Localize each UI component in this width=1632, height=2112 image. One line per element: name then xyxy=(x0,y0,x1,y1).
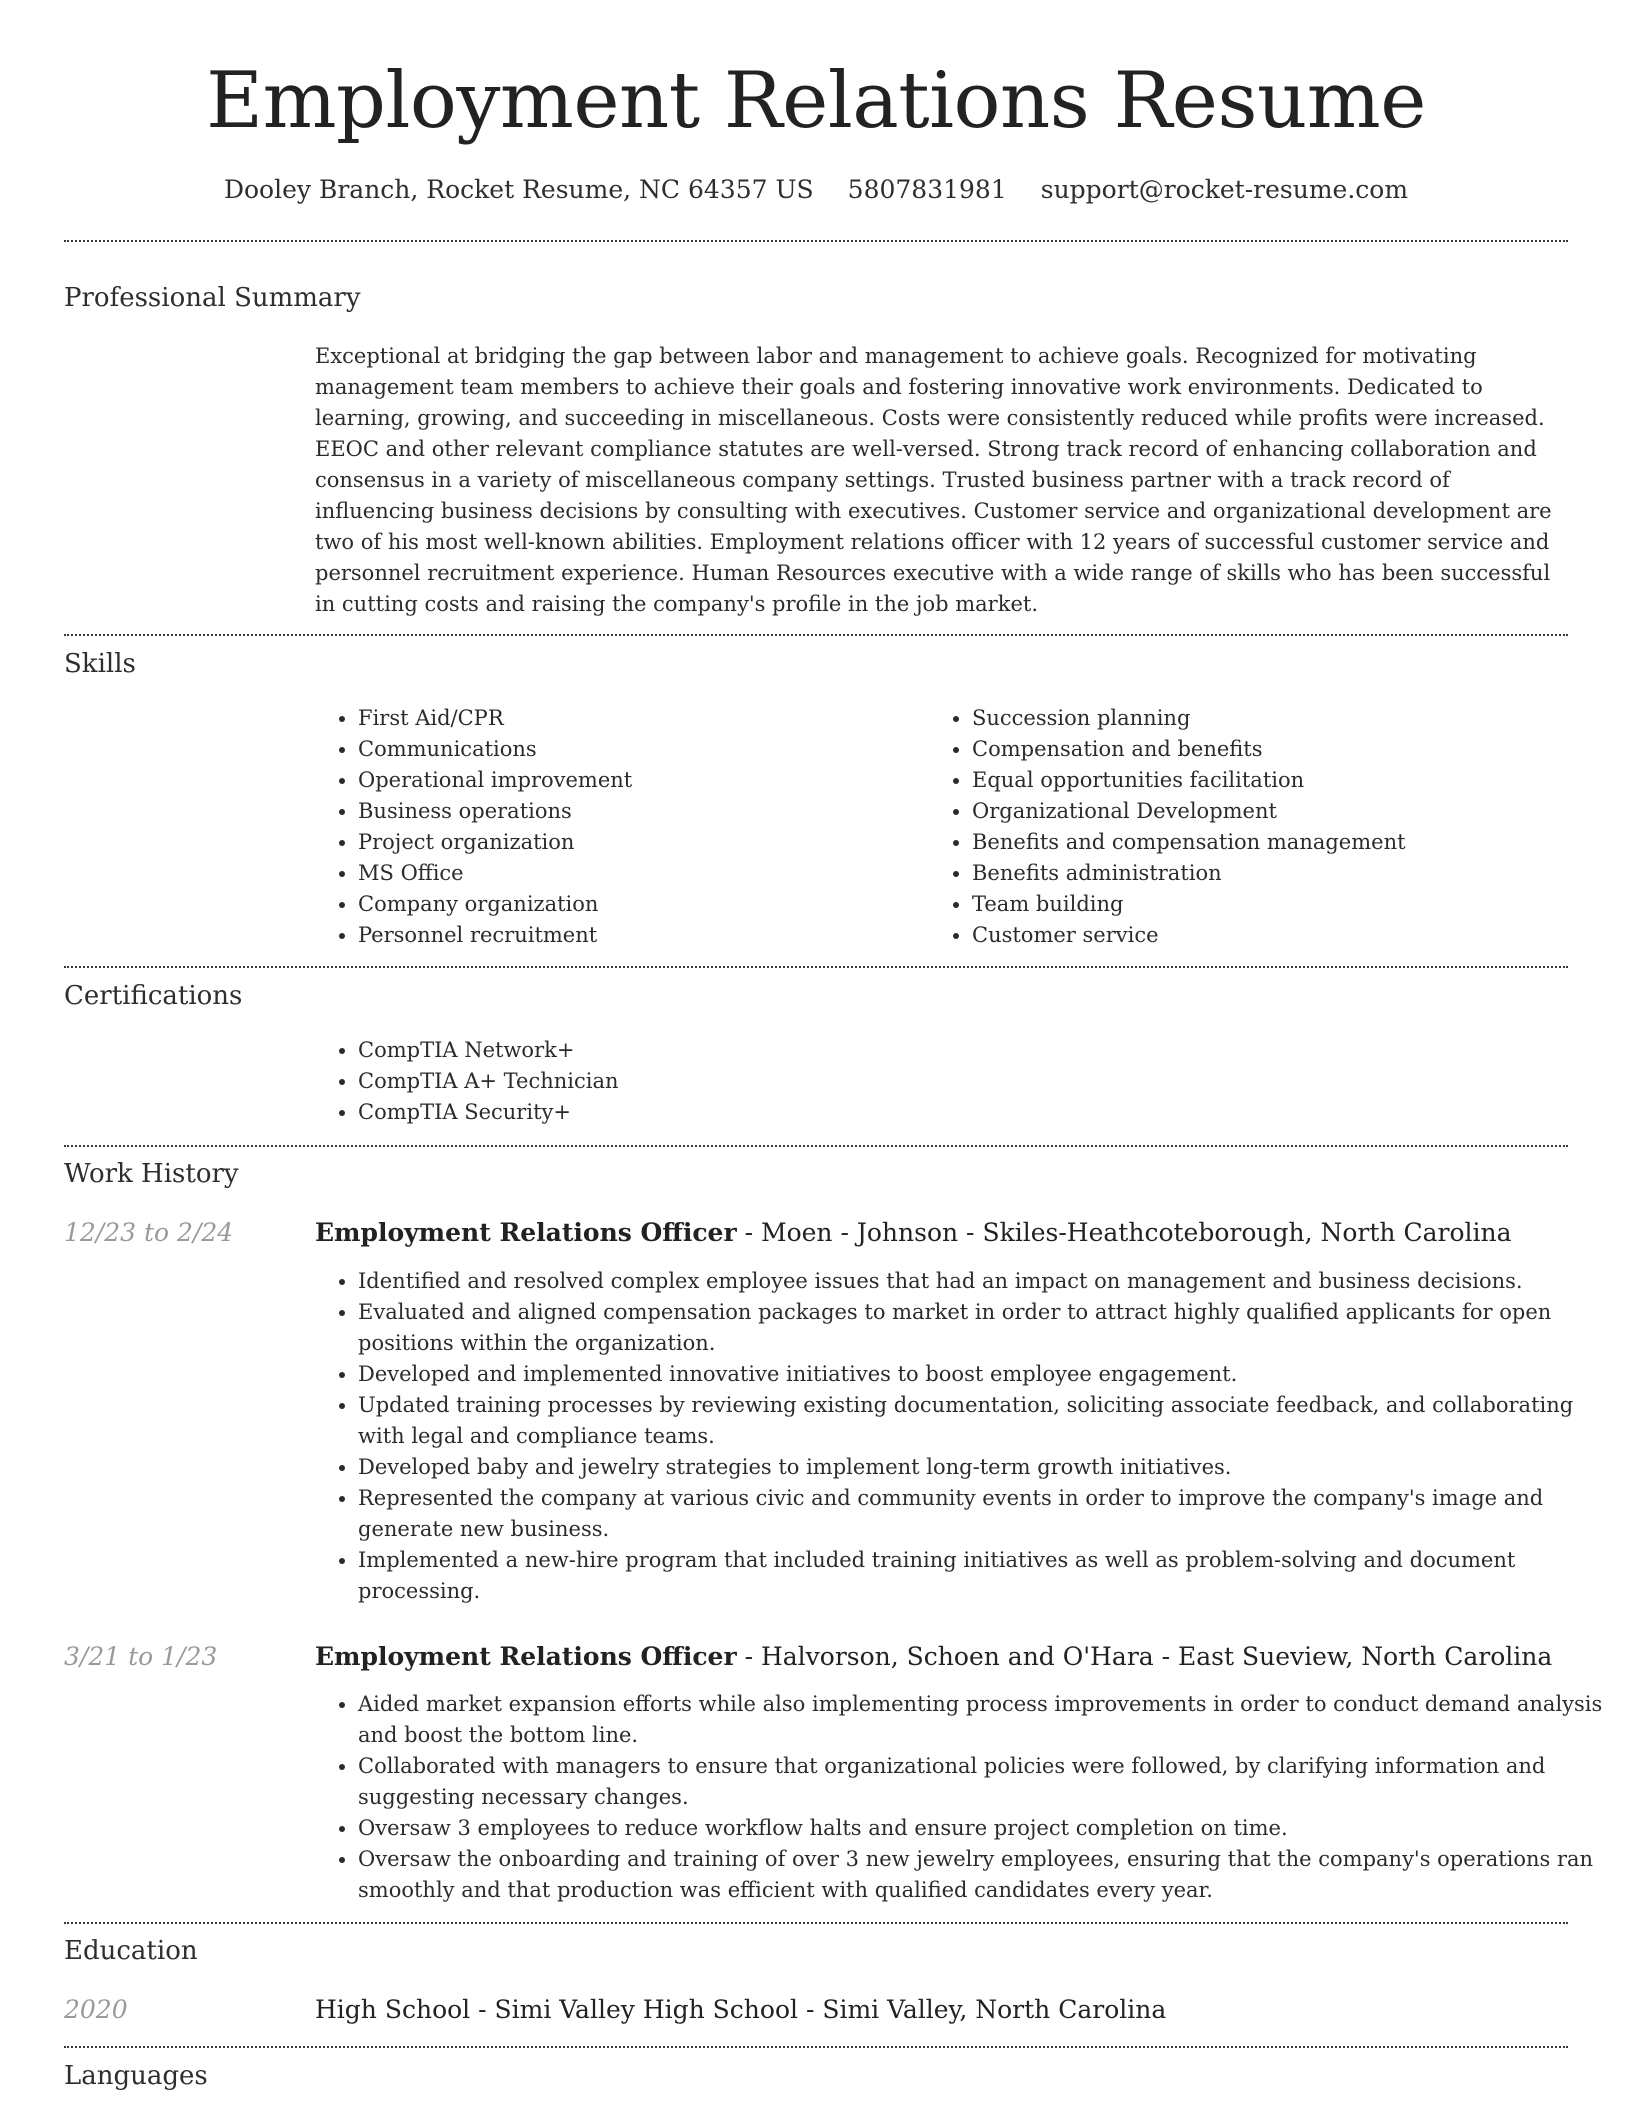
section-heading-work-history: Work History xyxy=(64,1159,239,1189)
contact-line xyxy=(0,170,1632,210)
list-item: • Equal opportunities facilitation xyxy=(972,765,1602,796)
list-item: • Succession planning xyxy=(972,703,1602,734)
list-item: • Oversaw the onboarding and training of over 3 new jewelry employees, ensuring that the company's operations ran smoothly and that production was efficient with qualified candidates every year. xyxy=(358,1844,1610,1906)
list-item: • Benefits and compensation management xyxy=(972,827,1602,858)
contact-address: Dooley Branch, Rocket Resume, NC 64357 US xyxy=(223,175,814,204)
section-heading-certifications: Certifications xyxy=(64,981,243,1011)
job-bullets xyxy=(315,1689,1610,1906)
list-item: • Project organization xyxy=(358,827,918,858)
list-item: • Collaborated with managers to ensure that organizational policies were followed, by clarifying information and suggesting necessary changes. xyxy=(358,1751,1610,1813)
section-heading-summary: Professional Summary xyxy=(64,283,361,313)
list-item: • Identified and resolved complex employee issues that had an impact on management and business decisions. xyxy=(358,1266,1610,1297)
list-item: • Updated training processes by reviewing existing documentation, soliciting associate feedback, and collaborating with legal and compliance teams. xyxy=(358,1390,1610,1452)
job-role: Employment Relations Officer xyxy=(315,1218,737,1247)
job-role: Employment Relations Officer xyxy=(315,1642,737,1671)
job-details: - Halvorson, Schoen and O'Hara - East Sueview, North Carolina xyxy=(736,1642,1553,1671)
divider xyxy=(64,1145,1568,1147)
section-heading-languages: Languages xyxy=(64,2061,208,2091)
job-bullets xyxy=(315,1266,1610,1607)
section-heading-education: Education xyxy=(64,1936,198,1966)
summary-text: Exceptional at bridging the gap between labor and management to achieve goals. Recognized for motivating management team members to achieve their goals and fostering innovative work environments. Dedicated to learning, growing, and succeeding in miscellaneous. Costs were consistently reduced while profits were increased. EEOC and other relevant compliance statutes are well-versed. Strong track record of enhancing collaboration and consensus in a variety of miscellaneous company settings. Trusted business partner with a track record of influencing business decisions by consulting with executives. Customer service and organizational development are two of his most well-known abilities. Employment relations officer with 12 years of successful customer service and personnel recruitment experience. Human Resources executive with a wide range of skills who has been successful in cutting costs and raising the company's profile in the job market. xyxy=(315,344,1552,616)
divider xyxy=(64,240,1568,242)
contact-phone: 5807831981 xyxy=(847,175,1007,204)
list-item: • Organizational Development xyxy=(972,796,1602,827)
job-title-line xyxy=(315,1216,1575,1250)
list-item: • Personnel recruitment xyxy=(358,920,918,951)
education-details: - Simi Valley High School - Simi Valley, North Carolina xyxy=(470,1995,1167,2024)
list-item: • CompTIA Security+ xyxy=(358,1097,1608,1128)
list-item: • Benefits administration xyxy=(972,858,1602,889)
job-title-line xyxy=(315,1640,1575,1674)
list-item: • Oversaw 3 employees to reduce workflow halts and ensure project completion on time. xyxy=(358,1813,1610,1844)
skills-list-left xyxy=(315,703,918,951)
list-item: • First Aid/CPR xyxy=(358,703,918,734)
list-item: • Evaluated and aligned compensation packages to market in order to attract highly qualified applicants for open positions within the organization. xyxy=(358,1297,1610,1359)
education-degree: High School xyxy=(315,1995,471,2024)
section-heading-skills: Skills xyxy=(64,649,136,679)
divider xyxy=(64,634,1568,636)
list-item: • Developed and implemented innovative initiatives to boost employee engagement. xyxy=(358,1359,1610,1390)
list-item: • Team building xyxy=(972,889,1602,920)
certifications-list xyxy=(315,1035,1608,1128)
education-date: 2020 xyxy=(64,1995,128,2024)
list-item: • Represented the company at various civic and community events in order to improve the company's image and generate new business. xyxy=(358,1483,1610,1545)
job-dates: 12/23 to 2/24 xyxy=(64,1218,234,1247)
contact-email: support@rocket-resume.com xyxy=(1040,175,1409,204)
list-item: • Compensation and benefits xyxy=(972,734,1602,765)
list-item: • Business operations xyxy=(358,796,918,827)
divider xyxy=(64,2046,1568,2048)
list-item: • MS Office xyxy=(358,858,918,889)
list-item: • CompTIA A+ Technician xyxy=(358,1066,1608,1097)
divider xyxy=(64,1922,1568,1924)
page-title: Employment Relations Resume xyxy=(206,56,1426,146)
job-dates: 3/21 to 1/23 xyxy=(64,1642,218,1671)
job-details: - Moen - Johnson - Skiles-Heathcoteborough, North Carolina xyxy=(736,1218,1512,1247)
divider xyxy=(64,966,1568,968)
list-item: • Aided market expansion efforts while also implementing process improvements in order to conduct demand analysis and boost the bottom line. xyxy=(358,1689,1610,1751)
education-line xyxy=(315,1993,1575,2027)
skills-list-right xyxy=(929,703,1602,951)
list-item: • Developed baby and jewelry strategies to implement long-term growth initiatives. xyxy=(358,1452,1610,1483)
list-item: • Communications xyxy=(358,734,918,765)
list-item: • Implemented a new-hire program that included training initiatives as well as problem-solving and document processing. xyxy=(358,1545,1610,1607)
list-item: • CompTIA Network+ xyxy=(358,1035,1608,1066)
list-item: • Company organization xyxy=(358,889,918,920)
list-item: • Operational improvement xyxy=(358,765,918,796)
list-item: • Customer service xyxy=(972,920,1602,951)
